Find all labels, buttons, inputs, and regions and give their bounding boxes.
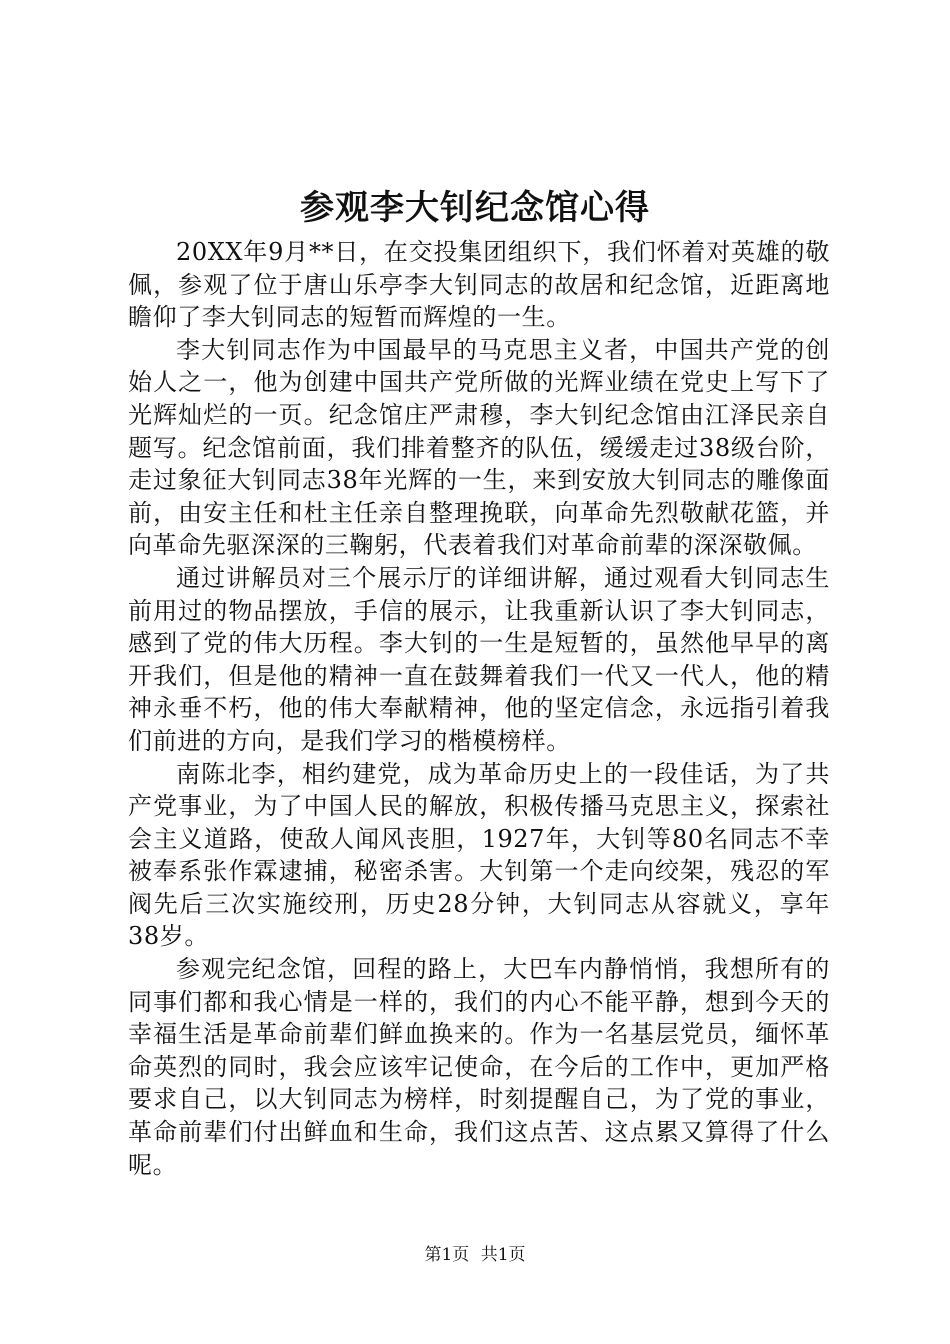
- paragraph: 参观完纪念馆，回程的路上，大巴车内静悄悄，我想所有的同事们都和我心情是一样的，我们的内心不能平静，想到今天的幸福生活是革命前辈们鲜血换来的。作为一名基层党员，缅怀革命英烈的同时，我会应该牢记使命，在今后的工作中，更加严格要求自己，以大钊同志为榜样，时刻提醒自己，为了党的事业，革命前辈们付出鲜血和生命，我们这点苦、这点累又算得了什么呢。: [128, 955, 830, 1179]
- paragraph: 通过讲解员对三个展示厅的详细讲解，通过观看大钊同志生前用过的物品摆放，手信的展示，让我重新认识了李大钊同志，感到了党的伟大历程。李大钊的一生是短暂的，虽然他早早的离开我们，但是他的精神一直在鼓舞着我们一代又一代人，他的精神永垂不朽，他的伟大奉献精神，他的坚定信念，永远指引着我们前进的方向，是我们学习的楷模榜样。: [128, 563, 830, 755]
- paragraph: 李大钊同志作为中国最早的马克思主义者，中国共产党的创始人之一，他为创建中国共产党所做的光辉业绩在党史上写下了光辉灿烂的一页。纪念馆庄严肃穆，李大钊纪念馆由江泽民亲自题写。纪念馆前面，我们排着整齐的队伍，缓缓走过38级台阶，走过象征大钊同志38年光辉的一生，来到安放大钊同志的雕像面前，由安主任和杜主任亲自整理挽联，向革命先烈敬献花篮，并向革命先驱深深的三鞠躬，代表着我们对革命前辈的深深敬佩。: [128, 335, 830, 560]
- page-footer: [0, 1243, 950, 1267]
- paragraph: 南陈北李，相约建党，成为革命历史上的一段佳话，为了共产党事业，为了中国人民的解放，积极传播马克思主义，探索社会主义道路，使敌人闻风丧胆，1927年，大钊等80名同志不幸被奉系张作霖逮捕，秘密杀害。大钊第一个走向绞架，残忍的军阀先后三次实施绞刑，历史28分钟，大钊同志从容就义，享年38岁。: [128, 759, 830, 951]
- page-total: 共1页: [480, 1245, 526, 1265]
- document-body: [128, 236, 830, 1181]
- document-title: 参观李大钊纪念馆心得: [300, 188, 650, 228]
- paragraph: 20XX年9月**日，在交投集团组织下，我们怀着对英雄的敬佩，参观了位于唐山乐亭李大钊同志的故居和纪念馆，近距离地瞻仰了李大钊同志的短暂而辉煌的一生。: [128, 238, 830, 332]
- page-number: 第1页: [424, 1245, 470, 1265]
